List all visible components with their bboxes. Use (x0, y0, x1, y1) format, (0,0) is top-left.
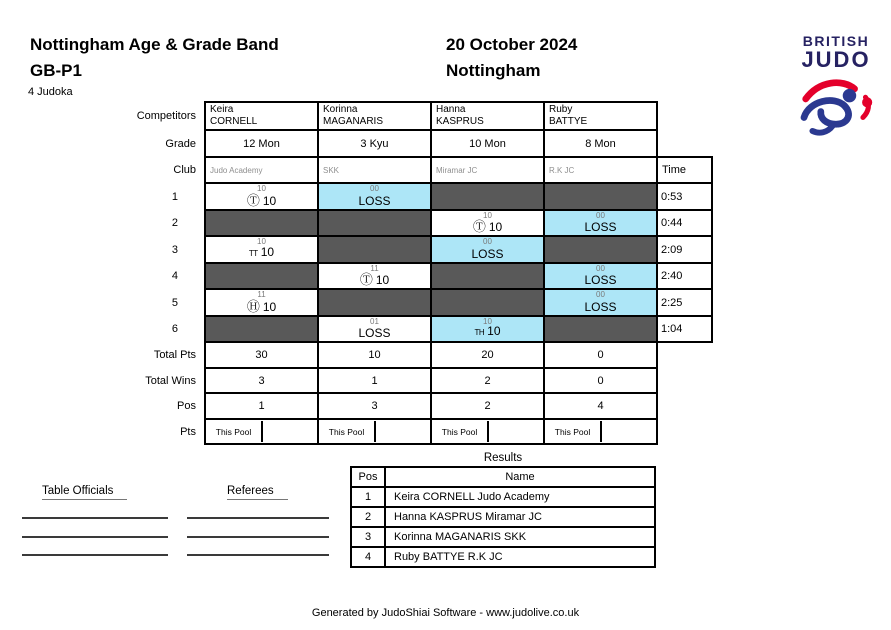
match-cell-win (431, 316, 544, 342)
club-cell: Judo Academy (205, 157, 318, 183)
this-pool-box: This Pool (206, 421, 263, 442)
match-row (0, 183, 712, 210)
footer-credit: Generated by JudoShiai Software - www.judolive.co.uk (311, 607, 580, 619)
grade-cell: 3 Kyu (318, 130, 431, 157)
total-wins-cell: 3 (205, 368, 318, 393)
score-code: 00 (596, 211, 605, 220)
referees-label: Referees (227, 485, 288, 500)
match-cell-loss (544, 210, 657, 236)
result-pos: 2 (351, 507, 385, 527)
result-name: Korinna MAGANARIS SKK (385, 527, 655, 547)
competitors-row (0, 102, 712, 130)
this-pool-box: This Pool (545, 421, 602, 442)
no-match-cell (205, 263, 318, 289)
result-pos: 4 (351, 547, 385, 567)
logo-text-british: BRITISH (802, 33, 870, 49)
result-pos: 3 (351, 527, 385, 547)
result-name: Ruby BATTYE R.K JC (385, 547, 655, 567)
event-location: Nottingham (446, 61, 541, 80)
competitor-cell (544, 102, 657, 130)
total-pts-cell: 20 (431, 342, 544, 368)
title-block (30, 32, 279, 84)
row-label-pos: Pos (177, 400, 196, 412)
spacer-cell (657, 419, 712, 444)
score-code: 00 (483, 237, 492, 246)
no-match-cell (318, 236, 431, 263)
score-value: LOSS (471, 247, 504, 261)
match-cell-win (431, 210, 544, 236)
results-section (350, 452, 656, 568)
match-cell-loss (318, 183, 431, 210)
pos-row (0, 393, 712, 419)
pts-blank-box (489, 421, 543, 442)
technique-symbol: Ⓣ (246, 193, 260, 208)
club-cell: R.K JC (544, 157, 657, 183)
competitor-first-name: Ruby (549, 104, 573, 115)
match-cell-win (318, 263, 431, 289)
match-cell-loss (544, 289, 657, 316)
pts-cell (544, 419, 657, 444)
pts-blank-box (602, 421, 656, 442)
no-match-cell (544, 236, 657, 263)
score-value: 10 (487, 324, 501, 338)
match-cell-win (205, 183, 318, 210)
competitor-cell (205, 102, 318, 130)
time-column-header: Time (657, 157, 712, 183)
judoka-count: 4 Judoka (28, 86, 73, 98)
match-number: 3 (171, 243, 178, 256)
total-wins-cell: 2 (431, 368, 544, 393)
result-name: Hanna KASPRUS Miramar JC (385, 507, 655, 527)
result-name: Keira CORNELL Judo Academy (385, 487, 655, 507)
total-pts-cell: 10 (318, 342, 431, 368)
score-code: 10 (257, 184, 266, 193)
signature-line (22, 536, 168, 538)
pts-row (0, 419, 712, 444)
match-time: 2:09 (657, 236, 712, 263)
total-wins-cell: 1 (318, 368, 431, 393)
results-header-row (351, 467, 655, 487)
score-value: 10 (262, 194, 277, 208)
results-row (351, 547, 655, 567)
no-match-cell (544, 183, 657, 210)
match-cell-loss (431, 236, 544, 263)
results-row (351, 487, 655, 507)
pts-blank-box (263, 421, 317, 442)
grade-cell: 8 Mon (544, 130, 657, 157)
technique-symbol: TT (248, 249, 258, 258)
score-code: 00 (370, 184, 379, 193)
total-pts-cell: 30 (205, 342, 318, 368)
results-table (350, 466, 656, 568)
results-title: Results (483, 452, 523, 464)
competitor-last-name: CORNELL (210, 116, 258, 127)
pool-table (0, 101, 713, 445)
row-label-club: Club (173, 164, 196, 176)
results-row (351, 527, 655, 547)
score-value: LOSS (584, 273, 617, 287)
score-code: 11 (257, 290, 266, 299)
british-judo-emblem (792, 72, 880, 136)
match-number: 1 (171, 190, 178, 203)
signature-line (22, 517, 168, 519)
score-value: LOSS (584, 300, 617, 314)
total-pts-row (0, 342, 712, 368)
signature-line (22, 554, 168, 556)
pos-cell: 3 (318, 393, 431, 419)
spacer-cell (657, 393, 712, 419)
signature-line (187, 536, 329, 538)
no-match-cell (431, 289, 544, 316)
match-row (0, 289, 712, 316)
row-label-grade: Grade (165, 137, 196, 150)
match-time: 0:53 (657, 183, 712, 210)
match-row (0, 263, 712, 289)
score-code: 00 (596, 264, 605, 273)
table-officials-label: Table Officials (42, 485, 127, 500)
no-match-cell (431, 183, 544, 210)
competitor-last-name: MAGANARIS (323, 116, 384, 127)
british-judo-logo (786, 34, 886, 141)
club-cell: SKK (318, 157, 431, 183)
result-pos: 1 (351, 487, 385, 507)
match-row (0, 210, 712, 236)
competitor-first-name: Korinna (323, 104, 358, 115)
pool-code: GB-P1 (30, 61, 82, 80)
grade-cell: 10 Mon (431, 130, 544, 157)
signature-line (187, 554, 329, 556)
results-header-name: Name (385, 467, 655, 487)
competitor-cell (318, 102, 431, 130)
score-value: LOSS (584, 220, 617, 234)
technique-symbol: Ⓣ (472, 219, 486, 234)
pos-cell: 4 (544, 393, 657, 419)
row-label-total-wins: Total Wins (145, 374, 196, 387)
match-cell-loss (544, 263, 657, 289)
row-label-pts: Pts (180, 425, 196, 438)
score-value: 10 (260, 245, 275, 259)
club-row (0, 157, 712, 183)
match-cell-loss (318, 316, 431, 342)
no-match-cell (318, 210, 431, 236)
logo-text-judo: JUDO (801, 47, 871, 72)
technique-symbol: Ⓗ (246, 299, 260, 314)
score-value: LOSS (358, 326, 391, 340)
page-title: Nottingham Age & Grade Band (30, 35, 279, 54)
score-value: 10 (488, 220, 503, 234)
competitor-cell (431, 102, 544, 130)
pos-cell: 2 (431, 393, 544, 419)
match-time: 1:04 (657, 316, 712, 342)
technique-symbol: Ⓣ (359, 272, 373, 287)
no-match-cell (205, 210, 318, 236)
row-label-competitors: Competitors (136, 110, 196, 122)
pts-cell (431, 419, 544, 444)
this-pool-box: This Pool (432, 421, 489, 442)
match-number: 6 (171, 323, 178, 335)
total-wins-cell: 0 (544, 368, 657, 393)
match-time: 0:44 (657, 210, 712, 236)
match-cell-win (205, 236, 318, 263)
date-block (446, 32, 577, 84)
no-match-cell (205, 316, 318, 342)
competitor-last-name: BATTYE (549, 116, 588, 127)
pts-cell (318, 419, 431, 444)
match-row (0, 316, 712, 342)
spacer-cell (657, 368, 712, 393)
match-number: 5 (171, 296, 178, 309)
score-code: 00 (596, 290, 605, 299)
results-header-pos: Pos (351, 467, 385, 487)
score-value: 10 (375, 273, 390, 287)
spacer-cell (657, 102, 712, 130)
no-match-cell (318, 289, 431, 316)
spacer-cell (657, 342, 712, 368)
results-row (351, 507, 655, 527)
match-number: 2 (171, 217, 178, 229)
match-time: 2:40 (657, 263, 712, 289)
score-code: 11 (370, 264, 379, 273)
spacer-cell (657, 130, 712, 157)
score-code: 10 (483, 211, 492, 220)
grade-cell: 12 Mon (205, 130, 318, 157)
score-code: 10 (483, 317, 492, 326)
event-date: 20 October 2024 (446, 35, 578, 54)
total-wins-row (0, 368, 712, 393)
no-match-cell (431, 263, 544, 289)
competitor-first-name: Hanna (436, 104, 466, 115)
score-value: 10 (262, 300, 277, 314)
grade-row (0, 130, 712, 157)
competitor-last-name: KASPRUS (436, 116, 484, 127)
signature-line (187, 517, 329, 519)
pts-blank-box (376, 421, 430, 442)
technique-symbol: TH (474, 328, 485, 337)
score-value: LOSS (358, 194, 391, 208)
row-label-total-pts: Total Pts (153, 349, 196, 361)
pts-cell (205, 419, 318, 444)
this-pool-box: This Pool (319, 421, 376, 442)
total-pts-cell: 0 (544, 342, 657, 368)
score-code: 10 (257, 237, 266, 246)
no-match-cell (544, 316, 657, 342)
match-cell-win (205, 289, 318, 316)
match-row (0, 236, 712, 263)
match-number: 4 (171, 270, 178, 282)
club-cell: Miramar JC (431, 157, 544, 183)
pos-cell: 1 (205, 393, 318, 419)
score-code: 01 (370, 317, 379, 326)
competitor-first-name: Keira (210, 104, 234, 115)
match-time: 2:25 (657, 289, 712, 316)
